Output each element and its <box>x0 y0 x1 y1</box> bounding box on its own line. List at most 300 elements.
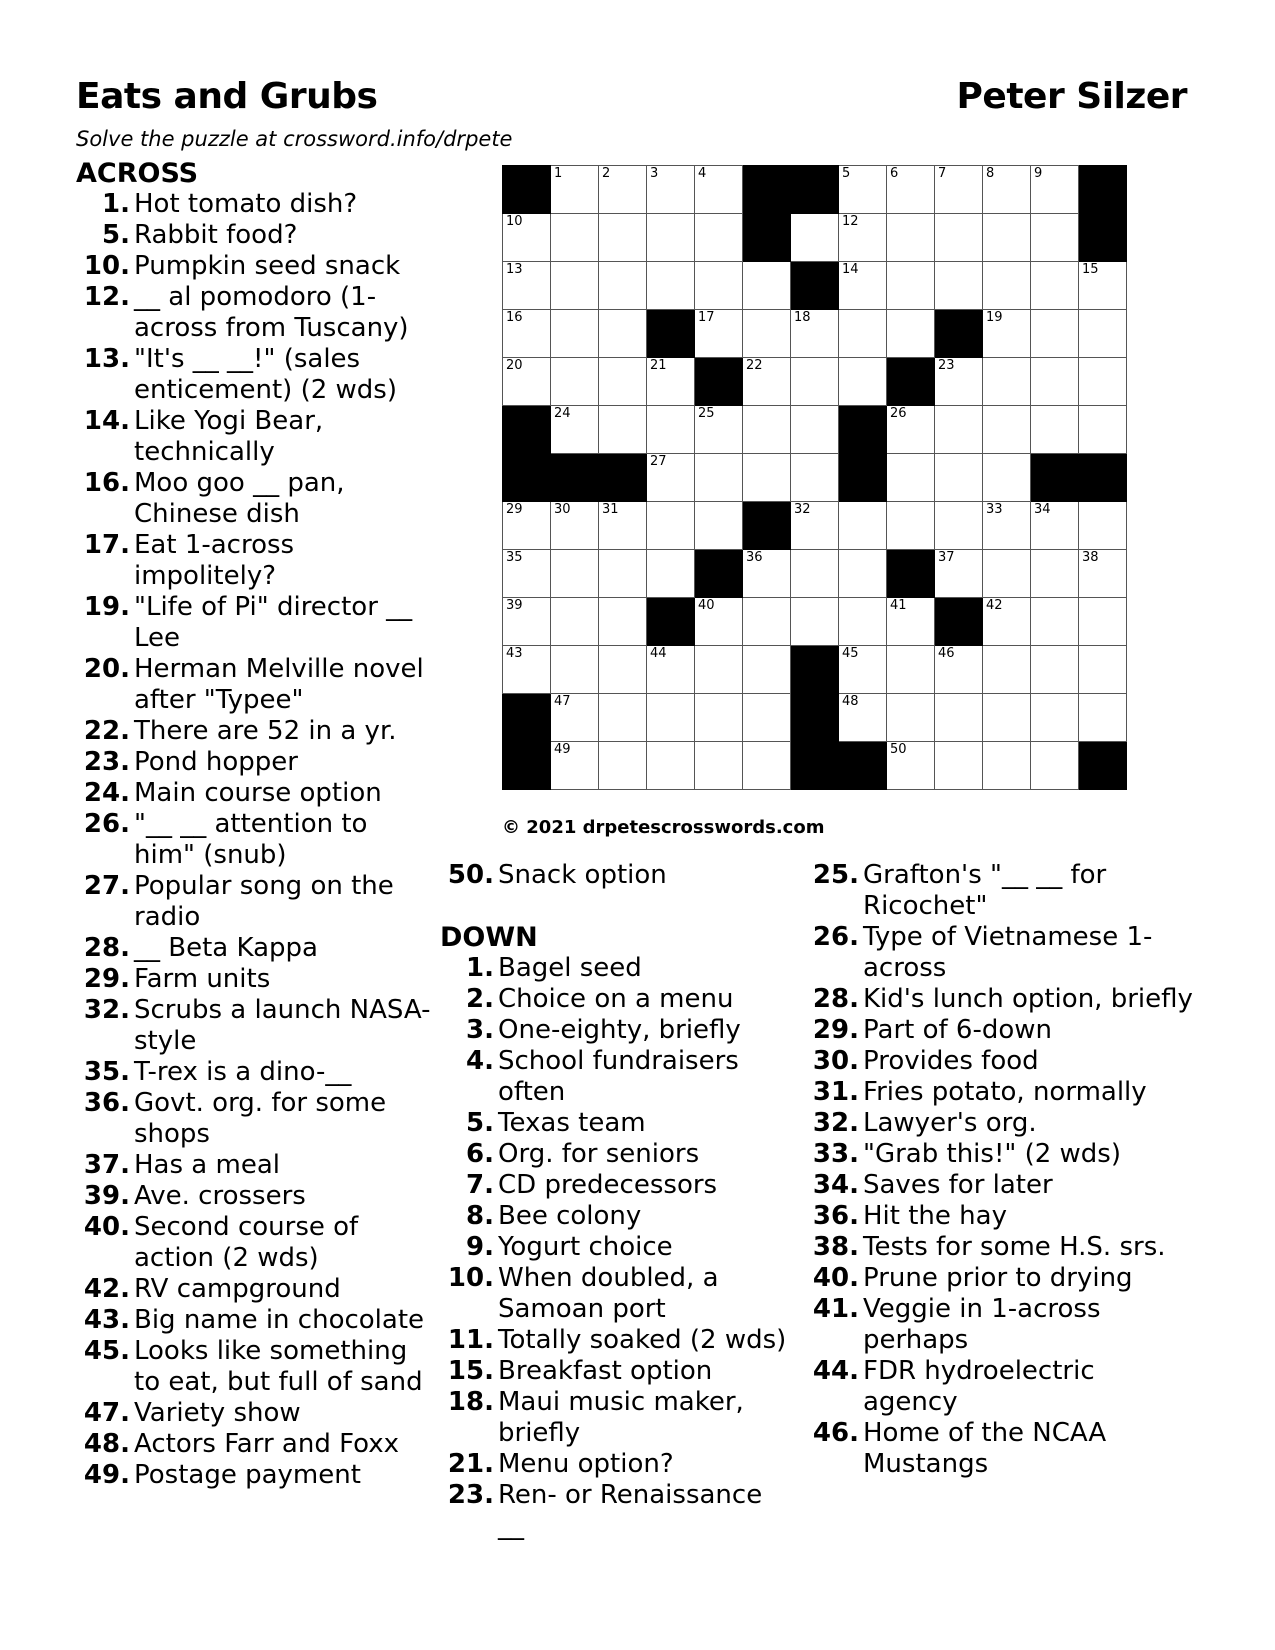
clue-text: CD predecessors <box>498 1170 718 1200</box>
grid-cell[interactable] <box>551 694 599 742</box>
cell-number: 38 <box>1082 550 1099 565</box>
grid-cell[interactable] <box>551 166 599 214</box>
grid-cell[interactable] <box>1079 262 1127 310</box>
clue-text: Yogurt choice <box>498 1232 673 1262</box>
clue-item <box>76 654 436 716</box>
cell-number: 4 <box>698 166 707 181</box>
clue-number: 3 . <box>440 1015 495 1046</box>
grid-cell[interactable] <box>887 310 935 358</box>
clue-item <box>76 995 436 1057</box>
clue-text: Provides food <box>863 1046 1039 1076</box>
grid-cell[interactable] <box>1031 598 1079 646</box>
clue-item <box>805 1170 1195 1201</box>
grid-cell[interactable] <box>647 550 695 598</box>
grid-cell[interactable] <box>695 262 743 310</box>
clue-item <box>805 1201 1195 1232</box>
black-square <box>503 454 551 502</box>
grid-cell[interactable] <box>599 646 647 694</box>
clue-text: Choice on a menu <box>498 984 734 1014</box>
clue-number: 48 . <box>76 1429 131 1460</box>
clue-item <box>76 344 436 406</box>
grid-cell[interactable] <box>1079 550 1127 598</box>
grid-cell[interactable] <box>551 214 599 262</box>
clue-item <box>76 871 436 933</box>
clue-number: 49 . <box>76 1460 131 1491</box>
grid-cell[interactable] <box>1031 406 1079 454</box>
grid-cell[interactable] <box>839 166 887 214</box>
clue-text: There are 52 in a yr. <box>134 716 397 746</box>
clue-item <box>805 984 1195 1015</box>
clue-number: 40 . <box>805 1263 860 1294</box>
clue-number: 50 . <box>440 860 495 891</box>
grid-cell[interactable] <box>1031 502 1079 550</box>
grid-row <box>503 358 1127 406</box>
grid-row <box>503 502 1127 550</box>
clue-item <box>76 406 436 468</box>
grid-cell[interactable] <box>599 406 647 454</box>
clue-text: Org. for seniors <box>498 1139 700 1169</box>
grid-cell[interactable] <box>839 310 887 358</box>
clue-item <box>440 1263 790 1325</box>
cell-number: 5 <box>842 166 851 181</box>
clue-text: Main course option <box>134 778 382 808</box>
grid-cell[interactable] <box>743 310 791 358</box>
grid-cell[interactable] <box>647 502 695 550</box>
cell-number: 48 <box>842 694 859 709</box>
down-clues-column-1 <box>440 860 790 1542</box>
clue-item <box>76 1274 436 1305</box>
grid-cell[interactable] <box>791 358 839 406</box>
clue-number: 5 . <box>440 1108 495 1139</box>
clue-item <box>76 1429 436 1460</box>
clue-number: 11 . <box>440 1325 495 1356</box>
puzzle-subtitle: Solve the puzzle at crossword.info/drpete <box>76 127 513 151</box>
grid-cell[interactable] <box>503 262 551 310</box>
cell-number: 42 <box>986 598 1003 613</box>
grid-cell[interactable] <box>503 214 551 262</box>
clue-text: Second course of action (2 wds) <box>134 1212 359 1273</box>
grid-cell[interactable] <box>839 214 887 262</box>
cell-number: 34 <box>1034 502 1051 517</box>
clue-item <box>76 778 436 809</box>
grid-cell[interactable] <box>983 742 1031 790</box>
black-square <box>935 598 983 646</box>
grid-cell[interactable] <box>695 214 743 262</box>
clue-text: Home of the NCAA Mustangs <box>863 1418 1107 1479</box>
grid-cell[interactable] <box>551 262 599 310</box>
clue-text: RV campground <box>134 1274 341 1304</box>
black-square <box>791 166 839 214</box>
grid-cell[interactable] <box>743 598 791 646</box>
grid-cell[interactable] <box>887 262 935 310</box>
cell-number: 26 <box>890 406 907 421</box>
grid-cell[interactable] <box>1031 262 1079 310</box>
clue-text: Postage payment <box>134 1460 361 1490</box>
clue-item <box>76 220 436 251</box>
clue-item <box>76 1181 436 1212</box>
grid-cell[interactable] <box>647 166 695 214</box>
black-square <box>791 262 839 310</box>
grid-cell[interactable] <box>695 598 743 646</box>
grid-row <box>503 310 1127 358</box>
grid-cell[interactable] <box>599 694 647 742</box>
grid-cell[interactable] <box>1079 694 1127 742</box>
grid-cell[interactable] <box>983 550 1031 598</box>
clue-text: Hit the hay <box>863 1201 1007 1231</box>
clue-item <box>76 964 436 995</box>
clue-text: Looks like something to eat, but full of sand <box>134 1336 423 1397</box>
clue-item <box>76 282 436 344</box>
cell-number: 24 <box>554 406 571 421</box>
grid-cell[interactable] <box>1031 550 1079 598</box>
grid-cell[interactable] <box>983 646 1031 694</box>
cell-number: 44 <box>650 646 667 661</box>
grid-cell[interactable] <box>839 694 887 742</box>
clue-text: "__ __ attention to him" (snub) <box>134 809 368 870</box>
clue-item <box>76 1336 436 1398</box>
grid-cell[interactable] <box>503 310 551 358</box>
grid-cell[interactable] <box>791 310 839 358</box>
down-clues-column-2 <box>805 860 1195 1480</box>
grid-cell[interactable] <box>791 406 839 454</box>
grid-cell[interactable] <box>743 742 791 790</box>
cell-number: 22 <box>746 358 763 373</box>
clue-number: 32 . <box>805 1108 860 1139</box>
grid-cell[interactable] <box>599 598 647 646</box>
grid-cell[interactable] <box>551 406 599 454</box>
grid-row <box>503 646 1127 694</box>
grid-cell[interactable] <box>743 550 791 598</box>
clue-number: 45 . <box>76 1336 131 1398</box>
clue-text: "It's __ __!" (sales enticement) (2 wds) <box>134 344 397 405</box>
grid-cell[interactable] <box>551 310 599 358</box>
grid-cell[interactable] <box>599 262 647 310</box>
cell-number: 18 <box>794 310 811 325</box>
grid-cell[interactable] <box>551 502 599 550</box>
grid-cell[interactable] <box>839 598 887 646</box>
grid-cell[interactable] <box>983 502 1031 550</box>
grid-cell[interactable] <box>791 214 839 262</box>
grid-cell[interactable] <box>695 166 743 214</box>
cell-number: 30 <box>554 502 571 517</box>
clue-item <box>440 1480 790 1542</box>
clue-text: "Grab this!" (2 wds) <box>863 1139 1121 1169</box>
grid-cell[interactable] <box>983 454 1031 502</box>
grid-cell[interactable] <box>935 214 983 262</box>
black-square <box>887 358 935 406</box>
clue-number: 13 . <box>76 344 131 406</box>
grid-cell[interactable] <box>743 406 791 454</box>
clue-item <box>440 1449 790 1480</box>
grid-cell[interactable] <box>887 598 935 646</box>
clue-item <box>76 1088 436 1150</box>
clue-item <box>440 1201 790 1232</box>
grid-cell[interactable] <box>647 214 695 262</box>
clue-number: 40 . <box>76 1212 131 1274</box>
grid-cell[interactable] <box>791 598 839 646</box>
black-square <box>791 694 839 742</box>
clue-item <box>805 1232 1195 1263</box>
grid-cell[interactable] <box>695 502 743 550</box>
clue-text: Scrubs a launch NASA-style <box>134 995 431 1056</box>
clue-text: Texas team <box>498 1108 646 1138</box>
grid-cell[interactable] <box>1079 502 1127 550</box>
grid-cell[interactable] <box>887 166 935 214</box>
black-square <box>1079 454 1127 502</box>
clue-text: Tests for some H.S. srs. <box>863 1232 1166 1262</box>
puzzle-author: Peter Silzer <box>956 76 1187 117</box>
clue-number: 42 . <box>76 1274 131 1305</box>
cell-number: 43 <box>506 646 523 661</box>
clue-number: 10 . <box>440 1263 495 1325</box>
cell-number: 2 <box>602 166 611 181</box>
clue-number: 10 . <box>76 251 131 282</box>
cell-number: 35 <box>506 550 523 565</box>
black-square <box>599 454 647 502</box>
grid-cell[interactable] <box>647 646 695 694</box>
clue-number: 9 . <box>440 1232 495 1263</box>
cell-number: 15 <box>1082 262 1099 277</box>
grid-cell[interactable] <box>551 358 599 406</box>
grid-cell[interactable] <box>1079 406 1127 454</box>
grid-cell[interactable] <box>983 166 1031 214</box>
grid-cell[interactable] <box>695 454 743 502</box>
cell-number: 49 <box>554 742 571 757</box>
black-square <box>503 694 551 742</box>
cell-number: 31 <box>602 502 619 517</box>
across-heading: ACROSS <box>76 158 199 189</box>
clue-number: 15 . <box>440 1356 495 1387</box>
cell-number: 39 <box>506 598 523 613</box>
grid-cell[interactable] <box>983 694 1031 742</box>
grid-cell[interactable] <box>599 358 647 406</box>
grid-cell[interactable] <box>887 214 935 262</box>
clue-number: 5 . <box>76 220 131 251</box>
black-square <box>695 550 743 598</box>
clue-number: 16 . <box>76 468 131 530</box>
cell-number: 19 <box>986 310 1003 325</box>
grid-cell[interactable] <box>1031 310 1079 358</box>
clue-text: Pumpkin seed snack <box>134 251 401 281</box>
clue-number: 46 . <box>805 1418 860 1480</box>
black-square <box>839 742 887 790</box>
clue-text: Part of 6-down <box>863 1015 1052 1045</box>
clue-text: Fries potato, normally <box>863 1077 1147 1107</box>
grid-cell[interactable] <box>983 214 1031 262</box>
black-square <box>887 550 935 598</box>
grid-cell[interactable] <box>503 550 551 598</box>
grid-cell[interactable] <box>935 742 983 790</box>
clue-number: 28 . <box>805 984 860 1015</box>
crossword-grid <box>502 165 1127 790</box>
grid-cell[interactable] <box>935 454 983 502</box>
grid-cell[interactable] <box>983 406 1031 454</box>
grid-cell[interactable] <box>935 406 983 454</box>
grid-cell[interactable] <box>647 262 695 310</box>
grid-cell[interactable] <box>551 646 599 694</box>
clue-number: 44 . <box>805 1356 860 1418</box>
grid-row <box>503 742 1127 790</box>
across-clues-column <box>76 158 436 1491</box>
grid-cell[interactable] <box>887 502 935 550</box>
cell-number: 10 <box>506 214 523 229</box>
grid-cell[interactable] <box>983 262 1031 310</box>
clue-number: 27 . <box>76 871 131 933</box>
clue-item <box>76 747 436 778</box>
grid-cell[interactable] <box>1031 694 1079 742</box>
clue-number: 43 . <box>76 1305 131 1336</box>
clue-item <box>440 1170 790 1201</box>
cell-number: 25 <box>698 406 715 421</box>
grid-row <box>503 694 1127 742</box>
clue-text: Variety show <box>134 1398 301 1428</box>
grid-cell[interactable] <box>1031 214 1079 262</box>
grid-cell[interactable] <box>839 550 887 598</box>
grid-cell[interactable] <box>887 454 935 502</box>
grid-cell[interactable] <box>935 550 983 598</box>
grid-cell[interactable] <box>743 262 791 310</box>
clue-number: 35 . <box>76 1057 131 1088</box>
clue-item <box>440 1139 790 1170</box>
grid-cell[interactable] <box>839 262 887 310</box>
grid-cell[interactable] <box>839 646 887 694</box>
grid-cell[interactable] <box>791 454 839 502</box>
clue-text: Rabbit food? <box>134 220 298 250</box>
cell-number: 16 <box>506 310 523 325</box>
black-square <box>647 598 695 646</box>
clue-item <box>76 933 436 964</box>
clue-text: Like Yogi Bear, technically <box>134 406 324 467</box>
cell-number: 6 <box>890 166 899 181</box>
grid-cell[interactable] <box>599 310 647 358</box>
clue-text: Lawyer's org. <box>863 1108 1037 1138</box>
grid-cell[interactable] <box>935 262 983 310</box>
grid-cell[interactable] <box>983 358 1031 406</box>
grid-cell[interactable] <box>935 166 983 214</box>
clue-number: 7 . <box>440 1170 495 1201</box>
clue-text: Breakfast option <box>498 1356 713 1386</box>
clue-number: 4 . <box>440 1046 495 1108</box>
grid-cell[interactable] <box>887 406 935 454</box>
clue-text: Ren- or Renaissance __ <box>498 1480 763 1541</box>
grid-cell[interactable] <box>983 310 1031 358</box>
grid-cell[interactable] <box>1079 646 1127 694</box>
grid-cell[interactable] <box>695 310 743 358</box>
clue-item <box>440 860 790 891</box>
clue-item <box>440 984 790 1015</box>
grid-cell[interactable] <box>1079 358 1127 406</box>
grid-cell[interactable] <box>1031 742 1079 790</box>
cell-number: 40 <box>698 598 715 613</box>
black-square <box>1079 214 1127 262</box>
grid-cell[interactable] <box>647 358 695 406</box>
grid-cell[interactable] <box>791 550 839 598</box>
grid-cell[interactable] <box>743 694 791 742</box>
grid-cell[interactable] <box>599 502 647 550</box>
grid-cell[interactable] <box>839 358 887 406</box>
clue-text: __ al pomodoro (1-across from Tuscany) <box>134 282 409 343</box>
grid-cell[interactable] <box>887 742 935 790</box>
black-square <box>935 310 983 358</box>
grid-cell[interactable] <box>1031 166 1079 214</box>
cell-number: 9 <box>1034 166 1043 181</box>
grid-cell[interactable] <box>1031 358 1079 406</box>
clue-text: Grafton's "__ __ for Ricochet" <box>863 860 1107 921</box>
clue-number: 41 . <box>805 1294 860 1356</box>
grid-cell[interactable] <box>743 646 791 694</box>
grid-cell[interactable] <box>695 694 743 742</box>
clue-item <box>76 530 436 592</box>
grid-cell[interactable] <box>791 502 839 550</box>
grid-cell[interactable] <box>743 358 791 406</box>
cell-number: 27 <box>650 454 667 469</box>
clue-number: 26 . <box>76 809 131 871</box>
grid-cell[interactable] <box>647 406 695 454</box>
grid-cell[interactable] <box>599 214 647 262</box>
grid-cell[interactable] <box>935 694 983 742</box>
clue-item <box>805 1015 1195 1046</box>
clue-number: 30 . <box>805 1046 860 1077</box>
grid-cell[interactable] <box>743 454 791 502</box>
grid-cell[interactable] <box>935 646 983 694</box>
cell-number: 17 <box>698 310 715 325</box>
grid-cell[interactable] <box>599 166 647 214</box>
clue-item <box>76 1305 436 1336</box>
cell-number: 1 <box>554 166 563 181</box>
cell-number: 50 <box>890 742 907 757</box>
grid-cell[interactable] <box>935 502 983 550</box>
grid-cell[interactable] <box>1031 646 1079 694</box>
clue-text: Has a meal <box>134 1150 280 1180</box>
grid-cell[interactable] <box>503 598 551 646</box>
clue-number: 47 . <box>76 1398 131 1429</box>
grid-cell[interactable] <box>695 742 743 790</box>
grid-cell[interactable] <box>983 598 1031 646</box>
grid-cell[interactable] <box>503 502 551 550</box>
grid-cell[interactable] <box>551 598 599 646</box>
grid-cell[interactable] <box>1079 310 1127 358</box>
grid-cell[interactable] <box>695 406 743 454</box>
grid-cell[interactable] <box>551 550 599 598</box>
grid-cell[interactable] <box>599 550 647 598</box>
grid-cell[interactable] <box>887 694 935 742</box>
cell-number: 46 <box>938 646 955 661</box>
clue-number: 24 . <box>76 778 131 809</box>
grid-cell[interactable] <box>647 694 695 742</box>
grid-cell[interactable] <box>503 646 551 694</box>
clue-text: Govt. org. for some shops <box>134 1088 387 1149</box>
grid-cell[interactable] <box>887 646 935 694</box>
grid-cell[interactable] <box>647 454 695 502</box>
grid-cell[interactable] <box>551 742 599 790</box>
clue-text: Bee colony <box>498 1201 642 1231</box>
clue-text: Big name in chocolate <box>134 1305 425 1335</box>
grid-cell[interactable] <box>503 358 551 406</box>
grid-cell[interactable] <box>599 742 647 790</box>
grid-cell[interactable] <box>1079 598 1127 646</box>
clue-number: 34 . <box>805 1170 860 1201</box>
clue-text: Maui music maker, briefly <box>498 1387 744 1448</box>
grid-cell[interactable] <box>695 646 743 694</box>
grid-cell[interactable] <box>935 358 983 406</box>
clue-item <box>440 1046 790 1108</box>
grid-cell[interactable] <box>647 742 695 790</box>
grid-cell[interactable] <box>839 502 887 550</box>
clue-text: Eat 1-across impolitely? <box>134 530 295 591</box>
clue-number: 1 . <box>440 953 495 984</box>
clue-number: 6 . <box>440 1139 495 1170</box>
clue-text: FDR hydroelectric agency <box>863 1356 1095 1417</box>
